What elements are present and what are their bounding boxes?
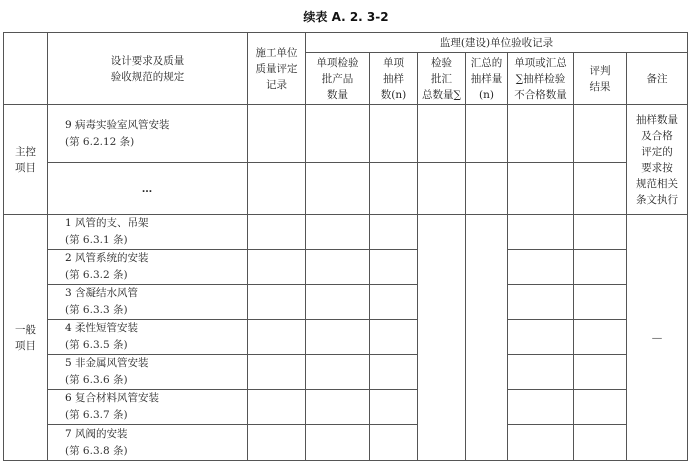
- cell-single-batch-quantity[interactable]: [306, 285, 370, 320]
- cell-total-sample-count-merged[interactable]: [466, 215, 508, 461]
- remark-general-items: —: [627, 215, 688, 461]
- header-text: 批产品: [321, 72, 354, 85]
- item-title: 1 风管的支、吊架: [65, 217, 149, 229]
- item-clause-ref: (第 6.3.8 条): [65, 444, 128, 457]
- section-label-text: 项目: [15, 339, 36, 352]
- header-text: 汇总的: [470, 56, 503, 69]
- cell-construction-eval[interactable]: [248, 425, 306, 461]
- item-title: 7 风阀的安装: [65, 427, 128, 440]
- remark-text: 抽样数量: [636, 113, 678, 126]
- header-text: 数量: [327, 88, 348, 101]
- item-general-6: [48, 390, 248, 425]
- cell-single-batch-quantity[interactable]: [306, 390, 370, 425]
- cell-total-sample-count[interactable]: [466, 163, 508, 215]
- header-text: 施工单位: [255, 46, 298, 59]
- cell-single-batch-quantity[interactable]: [306, 105, 370, 163]
- header-total-sample-count: [466, 53, 508, 105]
- item-clause-ref: (第 6.3.6 条): [65, 374, 128, 386]
- cell-nonconforming-count[interactable]: [508, 425, 574, 461]
- cell-single-batch-quantity[interactable]: [306, 355, 370, 390]
- item-clause-ref: (第 6.3.3 条): [65, 304, 128, 316]
- cell-single-sample-count[interactable]: [370, 163, 418, 215]
- cell-judgment-result[interactable]: [574, 215, 627, 250]
- cell-single-sample-count[interactable]: [370, 105, 418, 163]
- header-text: 质量评定: [255, 62, 298, 75]
- cell-construction-eval[interactable]: [248, 250, 306, 285]
- header-single-batch-quantity: [306, 53, 370, 105]
- section-label-text: 主控: [15, 145, 36, 158]
- cell-single-batch-quantity[interactable]: [306, 250, 370, 285]
- cell-single-batch-quantity[interactable]: [306, 425, 370, 461]
- cell-total-sample-count[interactable]: [466, 105, 508, 163]
- cell-nonconforming-count[interactable]: [508, 390, 574, 425]
- item-clause-ref: (第 6.3.7 条): [65, 409, 128, 421]
- cell-construction-eval[interactable]: [248, 215, 306, 250]
- cell-nonconforming-count[interactable]: [508, 163, 574, 215]
- remark-main-items: [627, 105, 688, 215]
- item-title: 5 非金属风管安装: [65, 357, 149, 369]
- header-batch-total: [418, 53, 466, 105]
- header-construction-evaluation: [248, 33, 306, 105]
- header-text: (n): [479, 88, 494, 101]
- cell-single-sample-count[interactable]: [370, 285, 418, 320]
- header-text: 批汇: [431, 72, 452, 85]
- header-text: 抽样量: [470, 72, 503, 85]
- header-text: 不合格数量: [514, 88, 567, 101]
- header-supervision-group: 监理(建设)单位验收记录: [306, 33, 688, 53]
- cell-construction-eval[interactable]: [248, 285, 306, 320]
- cell-single-sample-count[interactable]: [370, 390, 418, 425]
- cell-construction-eval[interactable]: [248, 320, 306, 355]
- header-single-sample-count: [370, 53, 418, 105]
- remark-text: 条文执行: [636, 193, 678, 206]
- cell-batch-total[interactable]: [418, 105, 466, 163]
- item-ellipsis: …: [48, 163, 248, 215]
- cell-single-batch-quantity[interactable]: [306, 163, 370, 215]
- corner-cell: [4, 33, 48, 105]
- cell-batch-total[interactable]: [418, 163, 466, 215]
- header-text: 单项: [383, 56, 404, 69]
- header-text: 抽样: [383, 72, 404, 85]
- item-main-9: [48, 105, 248, 163]
- header-nonconforming-count: [508, 53, 574, 105]
- remark-text: 规范相关: [636, 177, 678, 190]
- remark-text: 评定的: [641, 145, 673, 158]
- cell-judgment-result[interactable]: [574, 320, 627, 355]
- cell-nonconforming-count[interactable]: [508, 105, 574, 163]
- cell-judgment-result[interactable]: [574, 105, 627, 163]
- remark-text: 及合格: [641, 129, 673, 142]
- cell-judgment-result[interactable]: [574, 355, 627, 390]
- cell-construction-eval[interactable]: [248, 105, 306, 163]
- item-clause-ref: (第 6.2.12 条): [65, 135, 135, 148]
- section-label-general: [4, 215, 48, 461]
- cell-nonconforming-count[interactable]: [508, 250, 574, 285]
- header-judgment-result: [574, 53, 627, 105]
- item-general-7: [48, 425, 248, 461]
- cell-judgment-result[interactable]: [574, 163, 627, 215]
- cell-single-batch-quantity[interactable]: [306, 215, 370, 250]
- remark-text: 要求按: [641, 161, 673, 174]
- acceptance-record-table: [3, 32, 688, 461]
- item-clause-ref: (第 6.3.1 条): [65, 234, 128, 246]
- table-caption: 续表 A. 2. 3-2: [303, 10, 389, 24]
- cell-judgment-result[interactable]: [574, 285, 627, 320]
- item-title: 2 风管系统的安装: [65, 252, 149, 264]
- cell-nonconforming-count[interactable]: [508, 355, 574, 390]
- cell-construction-eval[interactable]: [248, 355, 306, 390]
- item-clause-ref: (第 6.3.2 条): [65, 269, 128, 281]
- cell-single-sample-count[interactable]: [370, 425, 418, 461]
- cell-nonconforming-count[interactable]: [508, 285, 574, 320]
- cell-nonconforming-count[interactable]: [508, 215, 574, 250]
- cell-construction-eval[interactable]: [248, 390, 306, 425]
- cell-judgment-result[interactable]: [574, 250, 627, 285]
- item-title: 4 柔性短管安装: [65, 322, 139, 334]
- header-text: 验收规范的规定: [110, 70, 185, 83]
- item-general-4: [48, 320, 248, 355]
- header-text: ∑抽样检验: [515, 72, 566, 85]
- header-text: 单项或汇总: [514, 56, 567, 69]
- section-label-text: 项目: [15, 161, 36, 174]
- header-text: 评判: [589, 64, 611, 77]
- header-text: 设计要求及质量: [110, 54, 185, 67]
- cell-single-sample-count[interactable]: [370, 355, 418, 390]
- item-title: 3 含凝结水风管: [65, 287, 139, 299]
- cell-single-batch-quantity[interactable]: [306, 320, 370, 355]
- cell-single-sample-count[interactable]: [370, 320, 418, 355]
- item-general-3: [48, 285, 248, 320]
- cell-judgment-result[interactable]: [574, 390, 627, 425]
- cell-nonconforming-count[interactable]: [508, 320, 574, 355]
- header-remarks: 备注: [627, 53, 688, 105]
- header-design-requirements: [48, 33, 248, 105]
- item-general-5: [48, 355, 248, 390]
- section-label-main: [4, 105, 48, 215]
- item-general-1: [48, 215, 248, 250]
- header-text: 结果: [589, 80, 611, 93]
- item-clause-ref: (第 6.3.5 条): [65, 339, 128, 351]
- cell-judgment-result[interactable]: [574, 425, 627, 461]
- header-text: 检验: [431, 56, 452, 69]
- header-text: 数(n): [380, 88, 407, 101]
- section-label-text: 一般: [15, 323, 36, 336]
- cell-construction-eval[interactable]: [248, 163, 306, 215]
- item-title: 9 病毒实验室风管安装: [65, 118, 170, 131]
- header-text: 记录: [266, 78, 287, 91]
- header-text: 单项检验: [316, 56, 359, 69]
- cell-batch-total-merged[interactable]: [418, 215, 466, 461]
- cell-single-sample-count[interactable]: [370, 215, 418, 250]
- cell-single-sample-count[interactable]: [370, 250, 418, 285]
- item-general-2: [48, 250, 248, 285]
- item-title: 6 复合材料风管安装: [65, 392, 160, 404]
- header-text: 总数量∑: [422, 88, 461, 101]
